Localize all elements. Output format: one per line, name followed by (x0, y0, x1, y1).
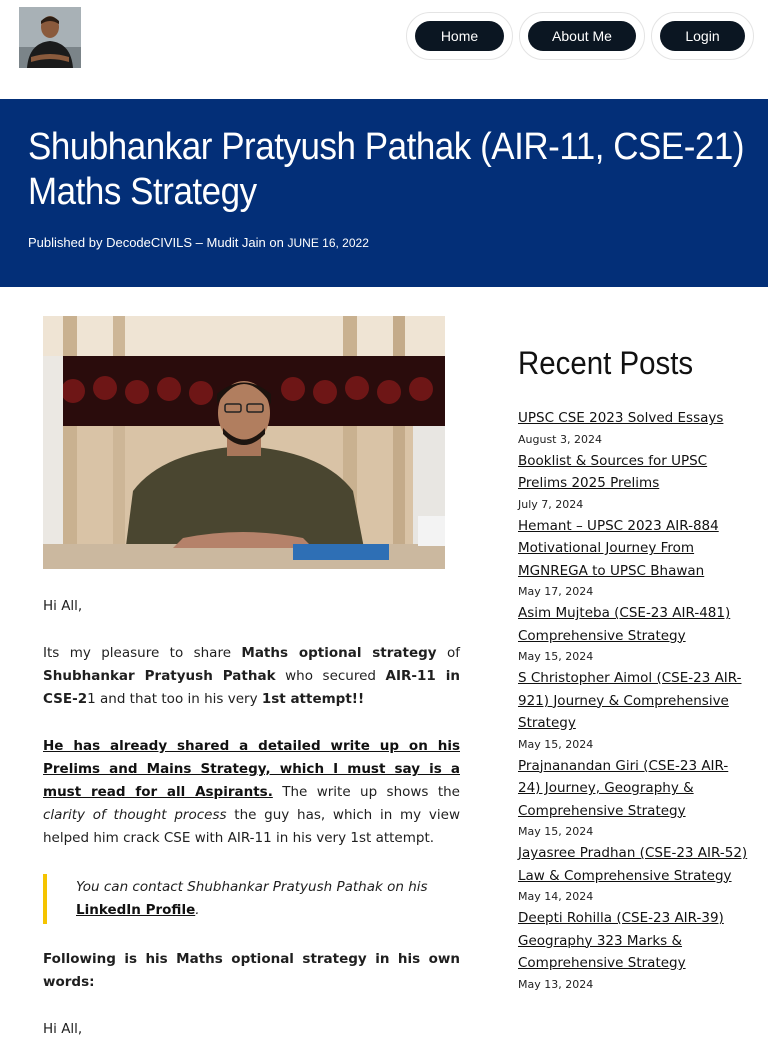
post-content (43, 316, 460, 1041)
recent-post-link[interactable]: UPSC CSE 2023 Solved Essays (518, 410, 724, 426)
list-item (518, 755, 750, 842)
intro-paragraph (43, 642, 460, 711)
sidebar (518, 344, 750, 995)
intro-bold-rank: AIR-11 in CSE-2 (43, 668, 460, 707)
recent-post-link[interactable]: Booklist & Sources for UPSC Prelims 2025 Prelims (518, 452, 708, 491)
post-author[interactable]: DecodeCIVILS – Mudit Jain (106, 235, 266, 250)
writeup-emphasis: clarity of thought process (43, 807, 227, 823)
list-item (518, 602, 750, 666)
recent-posts-list (518, 407, 750, 994)
list-item (518, 667, 750, 754)
writeup-text-1: The write up shows the (272, 784, 460, 800)
intro-bold-maths: Maths optional strategy (241, 645, 437, 661)
intro-text-3: who secured (275, 668, 386, 684)
nav-home-wrapper (406, 12, 513, 60)
site-header (0, 0, 768, 99)
linkedin-profile-link[interactable]: LinkedIn Profile (76, 902, 196, 918)
recent-post-date: May 15, 2024 (518, 825, 594, 838)
list-item (518, 450, 750, 514)
list-item (518, 515, 750, 602)
main-nav (406, 12, 754, 60)
post-meta (28, 235, 740, 250)
recent-post-date: May 14, 2024 (518, 890, 594, 903)
nav-login-button[interactable]: Login (660, 21, 745, 51)
list-item (518, 907, 750, 994)
recent-post-link[interactable]: Asim Mujteba (CSE-23 AIR-481) Comprehensive Strategy (518, 605, 731, 644)
recent-post-date: May 17, 2024 (518, 585, 594, 598)
writeup-text-2: the guy has, which in my view helped him crack CSE with AIR-11 in his very 1st attempt. (43, 807, 460, 846)
intro-text-1: Its my pleasure to share (43, 645, 242, 661)
greeting-2: Hi All, (43, 1021, 83, 1037)
recent-post-date: May 13, 2024 (518, 977, 594, 991)
nav-about-wrapper (519, 12, 645, 60)
quote-text-2: . (195, 902, 200, 918)
nav-about-button[interactable]: About Me (528, 21, 636, 51)
post-date: JUNE 16, 2022 (287, 236, 369, 250)
recent-post-date: July 7, 2024 (518, 497, 584, 511)
recent-post-date: May 15, 2024 (518, 737, 594, 751)
recent-post-link[interactable]: S Christopher Aimol (CSE-23 AIR-921) Journey & Comprehensive Strategy (518, 670, 742, 731)
nav-login-wrapper (651, 12, 754, 60)
post-title: Shubhankar Pratyush Pathak (AIR-11, CSE-21) Maths Strategy (28, 126, 745, 213)
writeup-paragraph (43, 735, 460, 850)
following-text: Following is his Maths optional strategy in his own words: (43, 951, 460, 990)
recent-post-link[interactable]: Prajnanandan Giri (CSE-23 AIR-24) Journey, Geography & Comprehensive Strategy (518, 757, 729, 819)
recent-post-link[interactable]: Jayasree Pradhan (CSE-23 AIR-52) Law & Comprehensive Strategy (518, 845, 748, 884)
date-prefix: on (269, 235, 284, 250)
intro-bold-attempt: 1st attempt!! (261, 691, 365, 707)
recent-post-date: August 3, 2024 (518, 432, 602, 446)
author-avatar-image (19, 7, 81, 68)
quote-text-1: You can contact Shubhankar Pratyush Pathak on his (76, 879, 428, 895)
site-logo[interactable] (19, 7, 81, 68)
list-item (518, 842, 750, 906)
list-item (518, 407, 750, 449)
recent-posts-heading: Recent Posts (518, 345, 694, 381)
contact-quote (43, 874, 460, 924)
intro-text-2: of (436, 645, 460, 661)
intro-bold-name: Shubhankar Pratyush Pathak (43, 668, 276, 684)
recent-post-date: May 15, 2024 (518, 650, 594, 663)
published-prefix: Published by (28, 235, 103, 250)
intro-text-4: 1 and that too in his very (87, 691, 262, 707)
recent-post-link[interactable]: Deepti Rohilla (CSE-23 AIR-39) Geography 323 Marks & Comprehensive Strategy (518, 910, 724, 971)
following-line (43, 948, 460, 994)
nav-home-button[interactable]: Home (415, 21, 504, 51)
greeting: Hi All, (43, 598, 83, 614)
post-hero (0, 99, 768, 287)
writeup-link-text: He has already shared a detailed write up on his Prelims and Mains Strategy, which I must say is a must read for all Aspirants. (43, 738, 460, 800)
featured-photo (43, 316, 445, 569)
featured-image (43, 316, 445, 569)
recent-post-link[interactable]: Hemant – UPSC 2023 AIR-884 Motivational Journey From MGNREGA to UPSC Bhawan (518, 517, 719, 579)
